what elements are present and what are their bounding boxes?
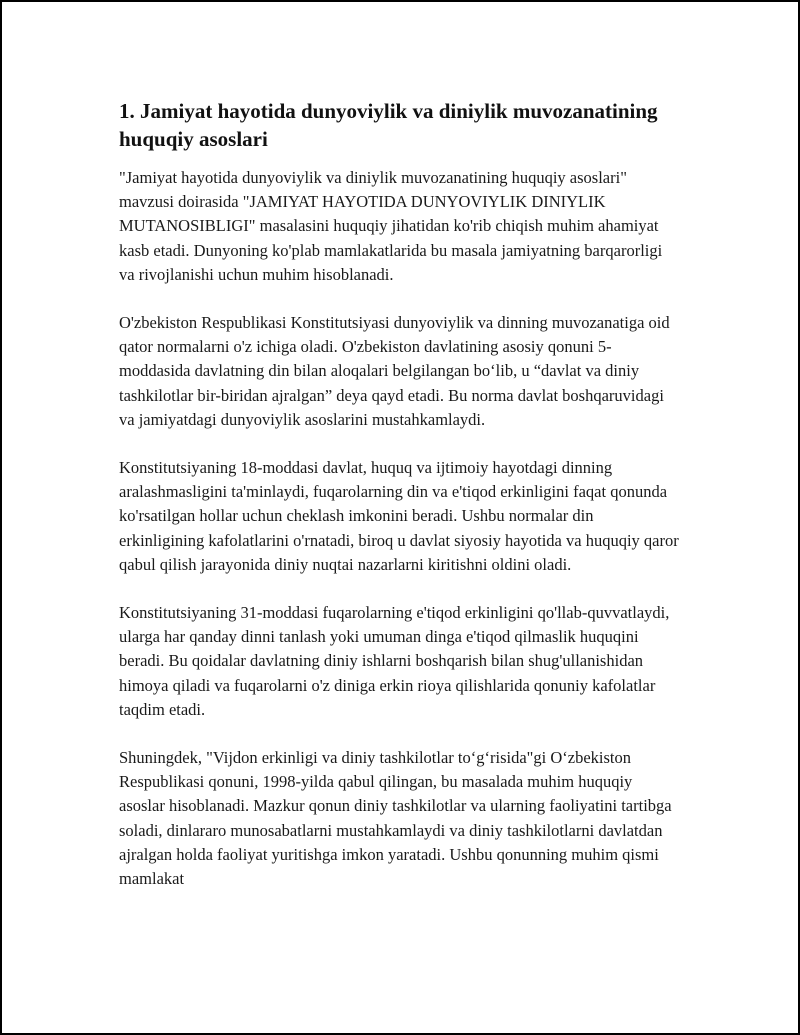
paragraph-intro: "Jamiyat hayotida dunyoviylik va diniylik muvozanatining huquqiy asoslari" mavzusi doirasida "JAMIYAT HAYOTIDA DUNYOVIYLIK DINIYLIK MUTANOSIBLIGI" masalasini huquqiy jihatidan ko'rib chiqish muhim ahamiyat kasb etadi. Dunyoning ko'plab mamlakatlarida bu masala jamiyatning barqarorligi va rivojlanishi uchun muhim hisoblanadi. [119,168,663,284]
paragraph-constitution-article-18: Konstitutsiyaning 18-moddasi davlat, huquq va ijtimoiy hayotdagi dinning aralashmasligini ta'minlaydi, fuqarolarning din va e'tiqod erkinligini faqat qonunda ko'rsatilgan hollar uchun cheklash imkonini beradi. Ushbu normalar din erkinligining kafolatlarini o'rnatadi, biroq u davlat siyosiy hayotida va huquqiy qaror qabul qilish jarayonida diniy nuqtai nazarlarni kiritishni oldini oladi. [119,458,679,574]
paragraph-constitution-article-31: Konstitutsiyaning 31-moddasi fuqarolarning e'tiqod erkinligini qo'llab-quvvatlaydi, ularga har qanday dinni tanlash yoki umuman dinga e'tiqod qilmaslik huquqini beradi. Bu qoidalar davlatning diniy ishlarni boshqarish bilan shug'ullanishidan himoya qiladi va fuqarolarni o'z diniga erkin rioya qilishlarida qonuniy kafolatlar taqdim etadi. [119,603,670,719]
section-heading: 1. Jamiyat hayotida dunyoviylik va diniylik muvozanatining huquqiy asoslari [119,99,658,151]
document-body [119,97,679,915]
paragraph-freedom-of-conscience-law: Shuningdek, "Vijdon erkinligi va diniy tashkilotlar to‘g‘risida"gi O‘zbekiston Respublikasi qonuni, 1998-yilda qabul qilingan, bu masalada muhim huquqiy asoslar hisoblanadi. Mazkur qonun diniy tashkilotlar va ularning faoliyatini tartibga soladi, dinlararo munosabatlarni mustahkamlaydi va diniy tashkilotlarni davlatdan ajralgan holda faoliyat yuritishga imkon yaratadi. Ushbu qonunning muhim qismi mamlakat [119,748,672,889]
paragraph-constitution-article-5: O'zbekiston Respublikasi Konstitutsiyasi dunyoviylik va dinning muvozanatiga oid qator normalarni o'z ichiga oladi. O'zbekiston davlatining asosiy qonuni 5-moddasida davlatning din bilan aloqalari belgilangan bo‘lib, u “davlat va diniy tashkilotlar bir-biridan ajralgan” deya qayd etadi. Bu norma davlat boshqaruvidagi va jamiyatdagi dunyoviylik asoslarini mustahkamlaydi. [119,313,670,429]
